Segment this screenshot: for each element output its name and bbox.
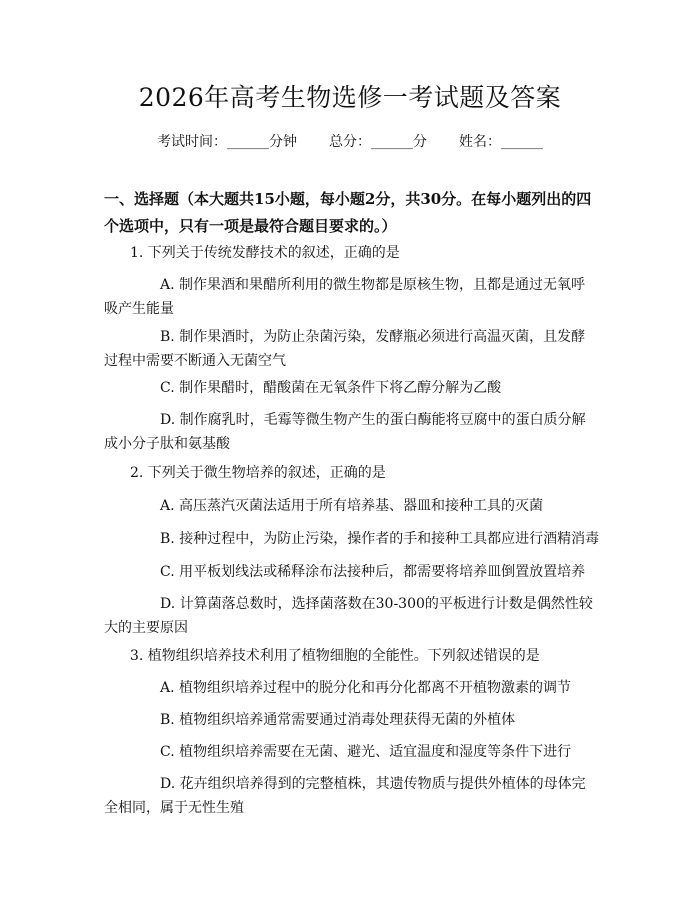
page-title: 2026年高考生物选修一考试题及答案 [138, 83, 562, 112]
total-score-field: 总分：______分 [329, 134, 427, 150]
question-3-option-a: A. 植物组织培养过程中的脱分化和再分化都离不开植物激素的调节 [160, 680, 572, 696]
question-1-option-c: C. 制作果醋时，醋酸菌在无氧条件下将乙醇分解为乙酸 [160, 380, 502, 396]
section-heading: 一、选择题（本大题共15小题，每小题2分，共30分。在每小题列出的四个选项中，只有一项是最符合题目要求的。） [104, 190, 592, 235]
question-2-option-a: A. 高压蒸汽灭菌法适用于所有培养基、器皿和接种工具的灭菌 [160, 498, 544, 514]
exam-info-line [0, 132, 700, 152]
question-2-option-b: B. 接种过程中，为防止污染，操作者的手和接种工具都应进行酒精消毒 [160, 531, 600, 547]
question-1-option-d: D. 制作腐乳时，毛霉等微生物产生的蛋白酶能将豆腐中的蛋白质分解成小分子肽和氨基酸 [104, 412, 586, 452]
question-3-option-d: D. 花卉组织培养得到的完整植株，其遗传物质与提供外植体的母体完全相同，属于无性生殖 [104, 776, 586, 816]
question-3-stem: 3. 植物组织培养技术利用了植物细胞的全能性。下列叙述错误的是 [130, 648, 540, 664]
question-1-option-b: B. 制作果酒时，为防止杂菌污染，发酵瓶必须进行高温灭菌，且发酵过程中需要不断通入无菌空气 [104, 329, 586, 369]
student-name-field: 姓名：______ [459, 134, 543, 150]
question-1-stem: 1. 下列关于传统发酵技术的叙述，正确的是 [130, 245, 400, 261]
exam-time-field: 考试时间：______分钟 [157, 134, 297, 150]
question-2-stem: 2. 下列关于微生物培养的叙述，正确的是 [130, 465, 386, 481]
question-2-option-c: C. 用平板划线法或稀释涂布法接种后，都需要将培养皿倒置放置培养 [160, 564, 586, 580]
question-3-option-c: C. 植物组织培养需要在无菌、避光、适宜温度和湿度等条件下进行 [160, 744, 572, 760]
question-3-option-b: B. 植物组织培养通常需要通过消毒处理获得无菌的外植体 [160, 712, 516, 728]
question-2-option-d: D. 计算菌落总数时，选择菌落数在30-300的平板进行计数是偶然性较大的主要原因 [104, 596, 593, 636]
question-1-option-a: A. 制作果酒和果醋所利用的微生物都是原核生物，且都是通过无氧呼吸产生能量 [104, 277, 586, 317]
